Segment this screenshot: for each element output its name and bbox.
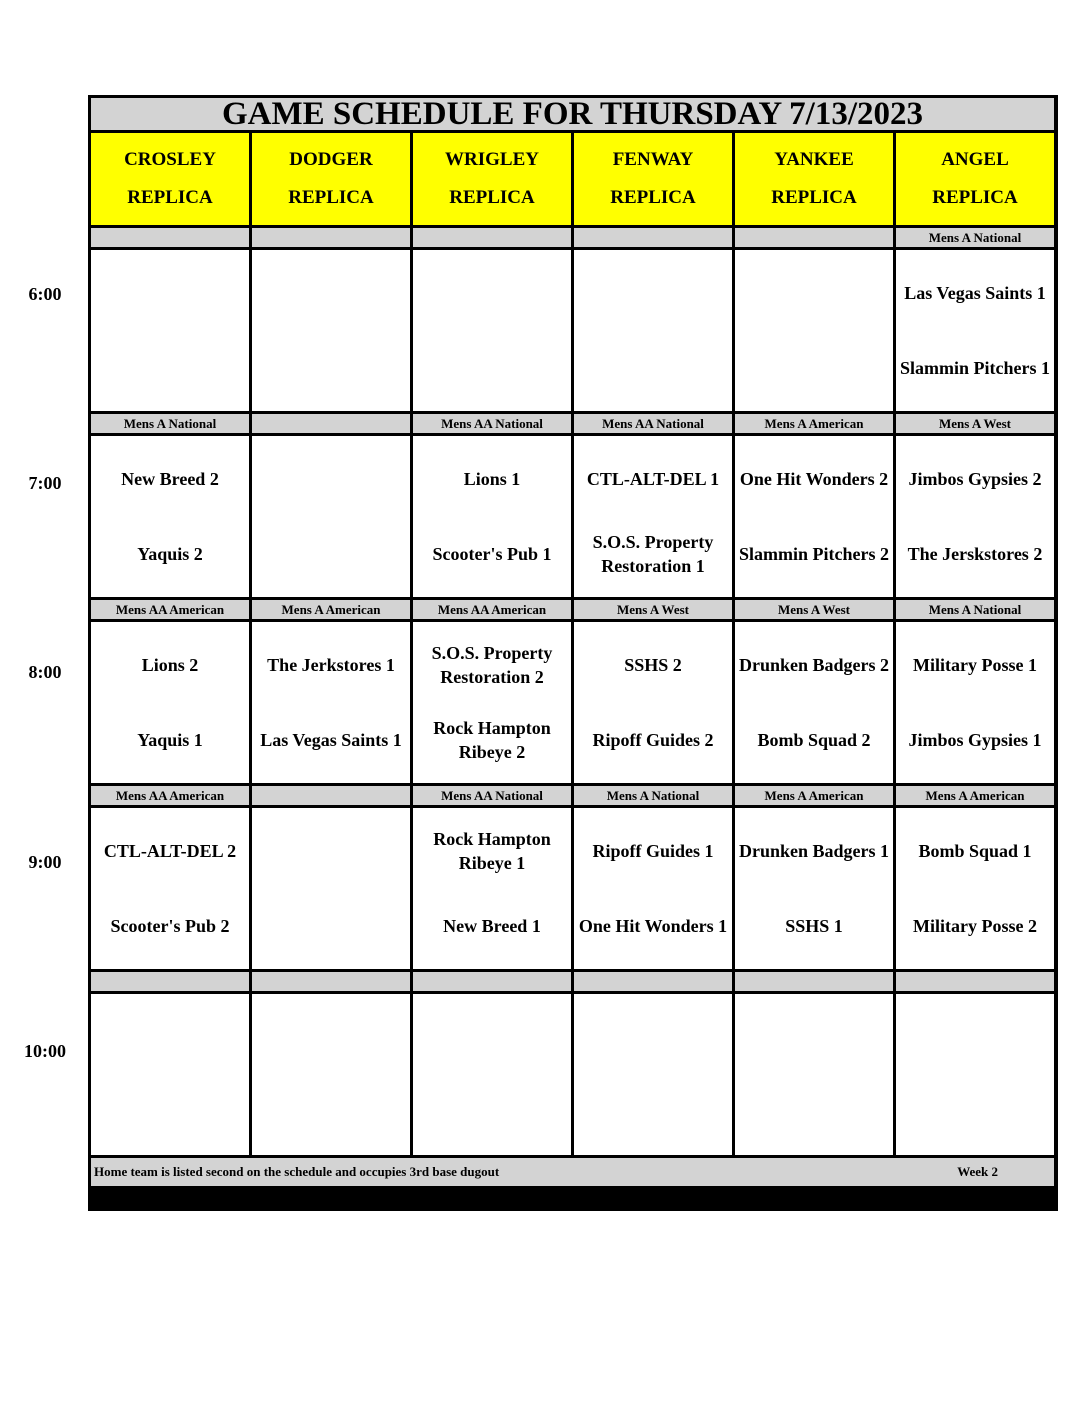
venue-header xyxy=(413,133,571,225)
game-cell xyxy=(413,994,571,1155)
schedule-title: GAME SCHEDULE FOR THURSDAY 7/13/2023 xyxy=(91,98,1054,130)
league-label: Mens A American xyxy=(735,786,893,805)
home-team: One Hit Wonders 1 xyxy=(578,915,728,936)
game-cell xyxy=(574,250,732,411)
game-cell xyxy=(735,250,893,411)
game-cell xyxy=(413,436,571,597)
footer-bar xyxy=(91,1158,1054,1186)
home-team xyxy=(254,902,408,950)
away-team: Drunken Badgers 2 xyxy=(738,655,890,676)
game-cell xyxy=(896,808,1054,969)
game-cell xyxy=(413,250,571,411)
time-label: 10:00 xyxy=(24,1041,66,1061)
home-team xyxy=(415,1088,569,1136)
home-team xyxy=(898,1088,1052,1136)
game-cell xyxy=(735,436,893,597)
home-team: Las Vegas Saints 1 xyxy=(260,729,402,750)
league-label: Mens A American xyxy=(735,414,893,433)
away-team: Ripoff Guides 1 xyxy=(592,841,714,862)
venue-header xyxy=(574,133,732,225)
game-cell xyxy=(252,808,410,969)
venue-header xyxy=(735,133,893,225)
home-team: New Breed 1 xyxy=(443,915,541,936)
away-team: CTL-ALT-DEL 2 xyxy=(103,841,237,862)
game-cell xyxy=(252,622,410,783)
away-team xyxy=(576,269,730,317)
away-team xyxy=(93,269,247,317)
away-team xyxy=(898,1013,1052,1061)
away-team xyxy=(415,1013,569,1061)
venue-name: CROSLEY xyxy=(124,149,216,170)
footer-note: Home team is listed second on the schedule and occupies 3rd base dugout xyxy=(94,1164,500,1179)
away-team: SSHS 2 xyxy=(624,655,682,676)
league-label: Mens AA American xyxy=(91,786,249,805)
home-team xyxy=(576,344,730,392)
venue-name: DODGER xyxy=(289,149,373,170)
game-cell xyxy=(91,250,249,411)
venue-name: YANKEE xyxy=(774,149,854,170)
home-team: Ripoff Guides 2 xyxy=(592,729,714,750)
league-label: Mens AA American xyxy=(91,600,249,619)
venue-header xyxy=(91,133,249,225)
game-cell xyxy=(735,808,893,969)
league-label xyxy=(896,972,1054,991)
league-label: Mens A West xyxy=(574,600,732,619)
league-label xyxy=(252,972,410,991)
home-team xyxy=(254,344,408,392)
game-cell xyxy=(574,622,732,783)
venue-subtitle: REPLICA xyxy=(127,187,213,208)
league-label: Mens A National xyxy=(91,414,249,433)
away-team xyxy=(254,827,408,875)
away-team xyxy=(737,269,891,317)
league-label xyxy=(91,228,249,247)
away-team: One Hit Wonders 2 xyxy=(739,469,889,490)
venue-header xyxy=(896,133,1054,225)
home-team: Yaquis 1 xyxy=(137,729,203,750)
home-team xyxy=(576,1088,730,1136)
home-team: Bomb Squad 2 xyxy=(757,729,871,750)
game-cell xyxy=(896,250,1054,411)
away-team: Las Vegas Saints 1 xyxy=(904,283,1046,304)
venue-header xyxy=(252,133,410,225)
game-cell xyxy=(252,436,410,597)
venue-name: WRIGLEY xyxy=(445,149,539,170)
home-team xyxy=(254,1088,408,1136)
away-team xyxy=(254,455,408,503)
venue-name: ANGEL xyxy=(941,149,1009,170)
away-team: S.O.S. Property Restoration 2 xyxy=(431,643,553,688)
home-team: Slammin Pitchers 2 xyxy=(739,543,889,564)
league-label xyxy=(574,972,732,991)
game-cell xyxy=(896,436,1054,597)
league-label: Mens AA National xyxy=(574,414,732,433)
league-label: Mens A National xyxy=(896,600,1054,619)
home-team: Slammin Pitchers 1 xyxy=(900,357,1050,378)
league-label xyxy=(252,228,410,247)
game-cell xyxy=(574,808,732,969)
away-team xyxy=(93,1013,247,1061)
league-label: Mens A American xyxy=(252,600,410,619)
game-cell xyxy=(91,808,249,969)
home-team: Military Posse 2 xyxy=(913,915,1037,936)
game-cell xyxy=(413,808,571,969)
home-team: Jimbos Gypsies 1 xyxy=(908,729,1042,750)
home-team xyxy=(254,530,408,578)
home-team: Scooter's Pub 2 xyxy=(110,915,230,936)
time-label: 8:00 xyxy=(28,662,62,682)
home-team xyxy=(737,344,891,392)
league-label: Mens AA American xyxy=(413,600,571,619)
time-label: 9:00 xyxy=(28,852,62,872)
league-label: Mens AA National xyxy=(413,786,571,805)
league-label xyxy=(91,972,249,991)
home-team: SSHS 1 xyxy=(785,915,843,936)
game-cell xyxy=(735,622,893,783)
game-cell xyxy=(252,994,410,1155)
venue-subtitle: REPLICA xyxy=(932,187,1018,208)
home-team: Rock Hampton Ribeye 2 xyxy=(433,717,551,762)
venue-subtitle: REPLICA xyxy=(449,187,535,208)
away-team: Jimbos Gypsies 2 xyxy=(908,469,1042,490)
venue-subtitle: REPLICA xyxy=(288,187,374,208)
game-cell xyxy=(252,250,410,411)
home-team xyxy=(93,344,247,392)
schedule-table xyxy=(88,95,1058,1211)
venue-subtitle: REPLICA xyxy=(610,187,696,208)
game-cell xyxy=(896,994,1054,1155)
home-team: Yaquis 2 xyxy=(137,543,203,564)
game-cell xyxy=(896,622,1054,783)
game-cell xyxy=(413,622,571,783)
league-label xyxy=(735,972,893,991)
away-team: The Jerkstores 1 xyxy=(267,655,395,676)
away-team xyxy=(254,1013,408,1061)
game-cell xyxy=(574,994,732,1155)
league-label xyxy=(413,228,571,247)
league-label xyxy=(413,972,571,991)
venue-name: FENWAY xyxy=(612,149,694,170)
away-team: Lions 1 xyxy=(463,469,521,490)
away-team: Military Posse 1 xyxy=(913,655,1037,676)
home-team xyxy=(93,1088,247,1136)
time-label: 6:00 xyxy=(28,284,62,304)
venue-subtitle: REPLICA xyxy=(771,187,857,208)
away-team: Drunken Badgers 1 xyxy=(738,841,890,862)
away-team: Bomb Squad 1 xyxy=(918,841,1032,862)
league-label: Mens A National xyxy=(896,228,1054,247)
home-team: Scooter's Pub 1 xyxy=(432,543,552,564)
league-label: Mens A West xyxy=(735,600,893,619)
away-team: Lions 2 xyxy=(141,655,199,676)
game-cell xyxy=(574,436,732,597)
time-label: 7:00 xyxy=(28,473,62,493)
home-team xyxy=(737,1088,891,1136)
league-label xyxy=(252,414,410,433)
league-label: Mens A West xyxy=(896,414,1054,433)
game-cell xyxy=(91,622,249,783)
home-team xyxy=(415,344,569,392)
away-team xyxy=(576,1013,730,1061)
league-label xyxy=(252,786,410,805)
away-team: New Breed 2 xyxy=(121,469,219,490)
league-label xyxy=(574,228,732,247)
away-team: CTL-ALT-DEL 1 xyxy=(586,469,720,490)
league-label: Mens A American xyxy=(896,786,1054,805)
home-team: The Jerskstores 2 xyxy=(907,543,1043,564)
away-team: Rock Hampton Ribeye 1 xyxy=(433,829,551,874)
away-team xyxy=(254,269,408,317)
league-label: Mens AA National xyxy=(413,414,571,433)
game-cell xyxy=(735,994,893,1155)
home-team: S.O.S. Property Restoration 1 xyxy=(592,531,714,576)
game-cell xyxy=(91,436,249,597)
game-cell xyxy=(91,994,249,1155)
league-label xyxy=(735,228,893,247)
league-label: Mens A National xyxy=(574,786,732,805)
time-column xyxy=(0,0,90,1408)
away-team xyxy=(737,1013,891,1061)
away-team xyxy=(415,269,569,317)
week-label: Week 2 xyxy=(957,1164,998,1179)
